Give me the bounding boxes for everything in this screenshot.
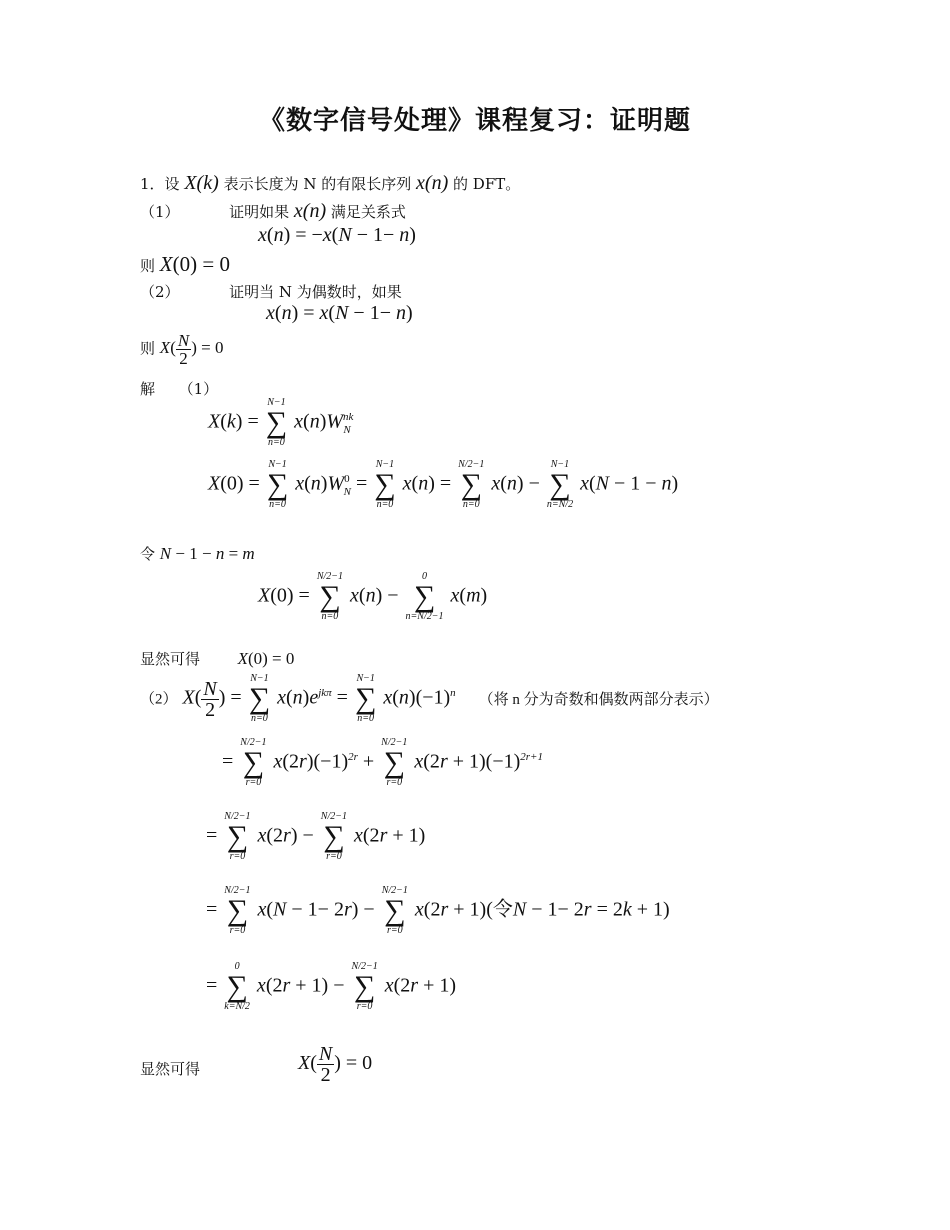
equation-antisymmetric: x(n) = −x(N − 1− n) — [258, 224, 416, 246]
final-result: X( $\frac{N}{2}$ ) = 0 — [298, 1043, 373, 1086]
substitution-m: 令 N − 1 − n = m — [140, 544, 255, 563]
part2-line2: = N/2−1 ∑ r=0 $x(2r)(-1)^{2r}$ + N/2−1 ∑ r=0 $x(2r + 1)(-1)^{2r+1}$ — [222, 737, 543, 788]
part1-statement: （1） 证明如果 x(n) 满足关系式 — [140, 200, 406, 222]
part2-line4: = N/2−1 ∑ r=0 x(N − 1− 2r) − N/2−1 ∑ r=0 x(2r + 1)(令N − 1− 2r = 2k + 1) — [206, 885, 670, 936]
then-xn2: 则 X( $\frac{N}{2}$ ) = 0 — [140, 331, 224, 368]
equation-symmetric: x(n) = x(N − 1− n) — [266, 302, 413, 324]
x0-substituted: X(0) = N/2−1 ∑ n=0 x(n) − 0 ∑ n=N/2−1 x(m) — [258, 571, 488, 622]
part2-statement: （2） 证明当 N 为偶数时，如果 — [140, 283, 402, 301]
part2-line3: = N/2−1 ∑ r=0 x(2r) − N/2−1 ∑ r=0 x(2r + 1) — [206, 811, 426, 862]
conclusion-part2: 显然可得 — [140, 1060, 201, 1078]
conclusion-part1: 显然可得 X(0) = 0 — [140, 649, 295, 668]
then-x0: 则 X(0) = 0 — [140, 252, 230, 276]
x0-expansion: X(0) = N−1 ∑ n=0 $x(n)W^0_N$ = N−1 ∑ n=0 x(n) = N/2−1 ∑ n=0 x(n) − N−1 ∑ n=N/2 x(N − 1 − n) — [208, 459, 679, 510]
problem-intro: 1．设 X(k) 表示长度为 N 的有限长序列 x(n) 的 DFT。 — [140, 172, 521, 194]
part2-line5: = 0 ∑ k=N/2 x(2r + 1) − N/2−1 ∑ r=0 x(2r + 1) — [206, 961, 457, 1012]
dft-definition: X(k) = N−1 ∑ n=0 $x(n)W^{nk}_N$ — [208, 397, 354, 448]
solution-heading: 解 （1） — [140, 380, 219, 398]
part2-line1: （2） X( $\frac{N}{2}$ ) = N−1 ∑ n=0 $x(n)e^{jk\pi}$ = N−1 ∑ n=0 $x(n)(-1)^n$ （将 n 分为奇数和偶数两部分表示） — [140, 673, 719, 724]
page-title: 《数字信号处理》课程复习：证明题 — [258, 106, 691, 136]
